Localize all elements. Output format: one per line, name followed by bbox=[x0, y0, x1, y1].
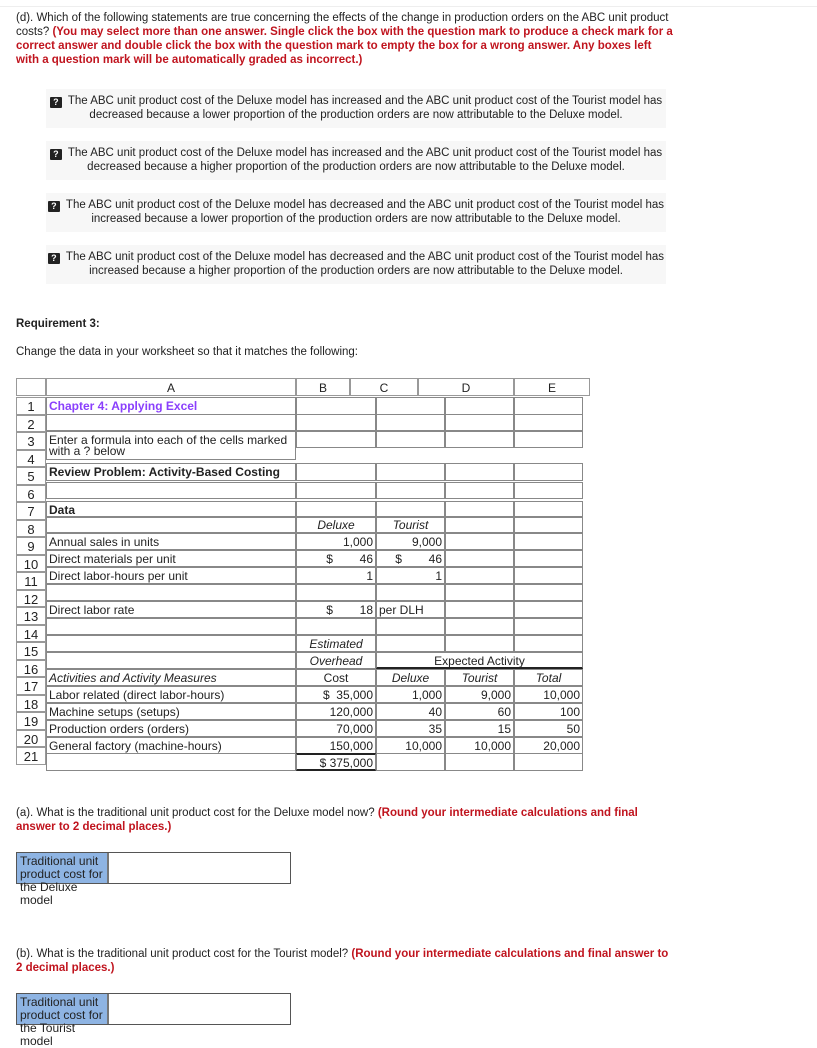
cell-a11[interactable]: Direct labor-hours per unit bbox=[46, 567, 296, 585]
cell-a3[interactable]: Enter a formula into each of the cells marked bbox=[46, 431, 296, 449]
question-mark-checkbox[interactable]: ? bbox=[50, 149, 62, 160]
cell-c2[interactable] bbox=[376, 414, 445, 432]
cell-a12[interactable] bbox=[46, 584, 296, 602]
column-header-d[interactable]: D bbox=[418, 378, 514, 396]
cell-b16[interactable]: Overhead bbox=[296, 652, 376, 670]
cell-e9[interactable] bbox=[514, 533, 583, 551]
row-header[interactable]: 13 bbox=[16, 607, 46, 625]
cell-a15[interactable] bbox=[46, 635, 296, 653]
row-header[interactable]: 8 bbox=[16, 520, 46, 538]
cell-b8[interactable]: Deluxe bbox=[296, 516, 376, 534]
row-header[interactable]: 5 bbox=[16, 467, 46, 485]
question-instruction: (You may select more than one answer. Single click the box with the question mark to produce a check mark for a correct answer and double click the box with the question mark to empty the box for a wrong answer. Any boxes left with a question mark will be automatically graded as incorrect.) bbox=[16, 26, 673, 66]
cell-c20[interactable]: 35 bbox=[376, 720, 445, 738]
option-text: The ABC unit product cost of the Deluxe model has increased and the ABC unit product cost of the Tourist model has decreased because a lower proportion of the production orders are now attributable to the Deluxe model. bbox=[67, 95, 663, 121]
cell-b12[interactable] bbox=[296, 584, 376, 602]
tourist-cost-input[interactable] bbox=[107, 994, 290, 1024]
cell-d19[interactable]: 60 bbox=[445, 703, 514, 721]
row-header[interactable]: 4 bbox=[16, 450, 46, 468]
answer-label: Traditional unit product cost for the Deluxe model bbox=[17, 853, 107, 883]
question-instruction: (Round your intermediate calculations and final answer to 2 decimal places.) bbox=[16, 948, 669, 974]
cell-a17[interactable]: Activities and Activity Measures bbox=[46, 669, 296, 687]
cell-a19[interactable]: Machine setups (setups) bbox=[46, 703, 296, 721]
answer-option bbox=[46, 193, 666, 232]
cell-b5[interactable] bbox=[296, 463, 376, 481]
cell-b22[interactable]: $ 375,000 bbox=[296, 753, 376, 771]
row-header[interactable]: 6 bbox=[16, 485, 46, 503]
cell-c15[interactable] bbox=[376, 635, 445, 653]
cell-c11[interactable]: 1 bbox=[376, 567, 445, 585]
row-header[interactable]: 11 bbox=[16, 572, 46, 590]
cell-e14[interactable] bbox=[514, 618, 583, 636]
cell-b20[interactable]: 70,000 bbox=[296, 720, 376, 738]
cell-a14[interactable] bbox=[46, 618, 296, 636]
cell-d1[interactable] bbox=[445, 397, 514, 415]
column-header-a[interactable]: A bbox=[46, 378, 296, 396]
cell-c22[interactable] bbox=[376, 753, 445, 771]
cell-e19[interactable]: 100 bbox=[514, 703, 583, 721]
cell-d14[interactable] bbox=[445, 618, 514, 636]
cell-c9[interactable]: 9,000 bbox=[376, 533, 445, 551]
row-header[interactable]: 3 bbox=[16, 432, 46, 450]
question-text: (a). What is the traditional unit product cost for the Deluxe model now? bbox=[16, 807, 375, 819]
question-mark-checkbox[interactable]: ? bbox=[48, 253, 60, 264]
answer-label: Traditional unit product cost for the Tourist model bbox=[17, 994, 107, 1024]
cell-d5[interactable] bbox=[445, 463, 514, 481]
cell-d6[interactable] bbox=[445, 482, 514, 500]
cell-d9[interactable] bbox=[445, 533, 514, 551]
cell-a16[interactable] bbox=[46, 652, 296, 670]
cell-d2[interactable] bbox=[445, 414, 514, 432]
deluxe-cost-input[interactable] bbox=[107, 853, 290, 883]
cell-c6[interactable] bbox=[376, 482, 445, 500]
cell-a8[interactable] bbox=[46, 516, 296, 534]
cell-e11[interactable] bbox=[514, 567, 583, 585]
cell-e6[interactable] bbox=[514, 482, 583, 500]
question-a bbox=[16, 806, 676, 834]
cell-c1[interactable] bbox=[376, 397, 445, 415]
answer-option bbox=[46, 245, 666, 284]
question-d bbox=[16, 11, 676, 67]
cell-c21[interactable]: 10,000 bbox=[376, 737, 445, 755]
cell-c14[interactable] bbox=[376, 618, 445, 636]
cell-e12[interactable] bbox=[514, 584, 583, 602]
cell-c19[interactable]: 40 bbox=[376, 703, 445, 721]
cell-c3[interactable] bbox=[376, 431, 445, 449]
cell-e13[interactable] bbox=[514, 601, 583, 619]
cell-e20[interactable]: 50 bbox=[514, 720, 583, 738]
cell-b9[interactable]: 1,000 bbox=[296, 533, 376, 551]
cell-d21[interactable]: 10,000 bbox=[445, 737, 514, 755]
row-header[interactable]: 17 bbox=[16, 677, 46, 695]
row-header[interactable]: 15 bbox=[16, 642, 46, 660]
cell-d20[interactable]: 15 bbox=[445, 720, 514, 738]
answer-option bbox=[46, 89, 666, 128]
cell-d22[interactable] bbox=[445, 753, 514, 771]
cell-a2[interactable] bbox=[46, 414, 296, 432]
option-text: The ABC unit product cost of the Deluxe model has decreased and the ABC unit product cost of the Tourist model has increased because a lower proportion of the production orders are now attributable to the Deluxe model. bbox=[65, 199, 665, 225]
cell-a9[interactable]: Annual sales in units bbox=[46, 533, 296, 551]
requirement-text: Change the data in your worksheet so that it matches the following: bbox=[16, 346, 359, 358]
cell-b3[interactable] bbox=[296, 431, 376, 449]
question-instruction: (Round your intermediate calculations and final answer to 2 decimal places.) bbox=[16, 807, 638, 833]
cell-c16[interactable]: Expected Activity bbox=[376, 652, 583, 670]
cell-e2[interactable] bbox=[514, 414, 583, 432]
cell-e17[interactable]: Total bbox=[514, 669, 583, 687]
cell-d15[interactable] bbox=[445, 635, 514, 653]
cell-a10[interactable]: Direct materials per unit bbox=[46, 550, 296, 568]
divider bbox=[0, 6, 817, 7]
cell-e21[interactable]: 20,000 bbox=[514, 737, 583, 755]
cell-b17[interactable]: Cost bbox=[296, 669, 376, 687]
cell-d11[interactable] bbox=[445, 567, 514, 585]
cell-b1[interactable] bbox=[296, 397, 376, 415]
row-header[interactable]: 12 bbox=[16, 590, 46, 608]
cell-e1[interactable] bbox=[514, 397, 583, 415]
column-header-c[interactable]: C bbox=[350, 378, 418, 396]
row-header[interactable]: 2 bbox=[16, 415, 46, 433]
question-b bbox=[16, 947, 676, 975]
cell-d10[interactable] bbox=[445, 550, 514, 568]
cell-c8[interactable]: Tourist bbox=[376, 516, 445, 534]
cell-d8[interactable] bbox=[445, 516, 514, 534]
cell-c17[interactable]: Deluxe bbox=[376, 669, 445, 687]
cell-d17[interactable]: Tourist bbox=[445, 669, 514, 687]
row-header[interactable]: 1 bbox=[16, 397, 46, 415]
cell-a4[interactable]: with a ? below bbox=[46, 445, 296, 460]
column-header-e[interactable]: E bbox=[514, 378, 590, 396]
cell-e18[interactable]: 10,000 bbox=[514, 686, 583, 704]
cell-b10[interactable]: $ 46 bbox=[296, 550, 376, 568]
cell-d13[interactable] bbox=[445, 601, 514, 619]
cell-a20[interactable]: Production orders (orders) bbox=[46, 720, 296, 738]
cell-a18[interactable]: Labor related (direct labor-hours) bbox=[46, 686, 296, 704]
cell-d3[interactable] bbox=[445, 431, 514, 449]
requirement-title: Requirement 3: bbox=[16, 318, 100, 330]
cell-b6[interactable] bbox=[296, 482, 376, 500]
answer-row-deluxe bbox=[16, 852, 291, 907]
row-header[interactable]: 14 bbox=[16, 625, 46, 643]
cell-c12[interactable] bbox=[376, 584, 445, 602]
cell-b18[interactable]: $ 35,000 bbox=[296, 686, 376, 704]
option-text: The ABC unit product cost of the Deluxe model has increased and the ABC unit product cost of the Tourist model has decreased because a higher proportion of the production orders are now attributable to the Deluxe model. bbox=[67, 147, 663, 173]
cell-e10[interactable] bbox=[514, 550, 583, 568]
cell-b15[interactable]: Estimated bbox=[296, 635, 376, 653]
cell-a7[interactable]: Data bbox=[46, 501, 296, 519]
cell-e15[interactable] bbox=[514, 635, 583, 653]
cell-e5[interactable] bbox=[514, 463, 583, 481]
question-text: (b). What is the traditional unit product cost for the Tourist model? bbox=[16, 948, 349, 960]
cell-b14[interactable] bbox=[296, 618, 376, 636]
row-header[interactable]: 7 bbox=[16, 502, 46, 520]
cell-d12[interactable] bbox=[445, 584, 514, 602]
row-header[interactable]: 9 bbox=[16, 537, 46, 555]
row-header[interactable]: 16 bbox=[16, 660, 46, 678]
cell-b19[interactable]: 120,000 bbox=[296, 703, 376, 721]
cell-e8[interactable] bbox=[514, 516, 583, 534]
column-header-b[interactable]: B bbox=[296, 378, 350, 396]
question-text: (d). Which of the following statements are true concerning the effects of the change in production orders on the ABC unit product costs? bbox=[16, 12, 669, 38]
cell-e22[interactable] bbox=[514, 753, 583, 771]
cell-a22[interactable] bbox=[46, 753, 296, 771]
question-mark-checkbox[interactable]: ? bbox=[50, 97, 62, 108]
row-header[interactable]: 21 bbox=[16, 747, 46, 765]
row-header[interactable]: 18 bbox=[16, 695, 46, 713]
cell-b2[interactable] bbox=[296, 414, 376, 432]
cell-d18[interactable]: 9,000 bbox=[445, 686, 514, 704]
cell-c18[interactable]: 1,000 bbox=[376, 686, 445, 704]
cell-c5[interactable] bbox=[376, 463, 445, 481]
answer-option bbox=[46, 141, 666, 180]
row-header[interactable]: 20 bbox=[16, 730, 46, 748]
cell-b11[interactable]: 1 bbox=[296, 567, 376, 585]
cell-c13[interactable]: per DLH bbox=[376, 601, 445, 619]
row-header[interactable]: 19 bbox=[16, 712, 46, 730]
cell-a21[interactable]: General factory (machine-hours) bbox=[46, 737, 296, 755]
cell-a1[interactable]: Chapter 4: Applying Excel bbox=[46, 397, 296, 415]
cell-c10[interactable]: $ 46 bbox=[376, 550, 445, 568]
cell-a6[interactable] bbox=[46, 482, 296, 500]
cell-a5[interactable]: Review Problem: Activity-Based Costing bbox=[46, 463, 296, 481]
cell-e3[interactable] bbox=[514, 431, 583, 449]
question-mark-checkbox[interactable]: ? bbox=[48, 201, 60, 212]
cell-a13[interactable]: Direct labor rate bbox=[46, 601, 296, 619]
option-text: The ABC unit product cost of the Deluxe model has decreased and the ABC unit product cost of the Tourist model has increased because a higher proportion of the production orders are now attributable to the Deluxe model. bbox=[65, 251, 665, 277]
row-header[interactable]: 10 bbox=[16, 555, 46, 573]
answer-row-tourist bbox=[16, 993, 291, 1048]
sheet-corner bbox=[16, 378, 46, 396]
cell-b13[interactable]: $ 18 bbox=[296, 601, 376, 619]
cell-b21[interactable]: 150,000 bbox=[296, 737, 376, 755]
